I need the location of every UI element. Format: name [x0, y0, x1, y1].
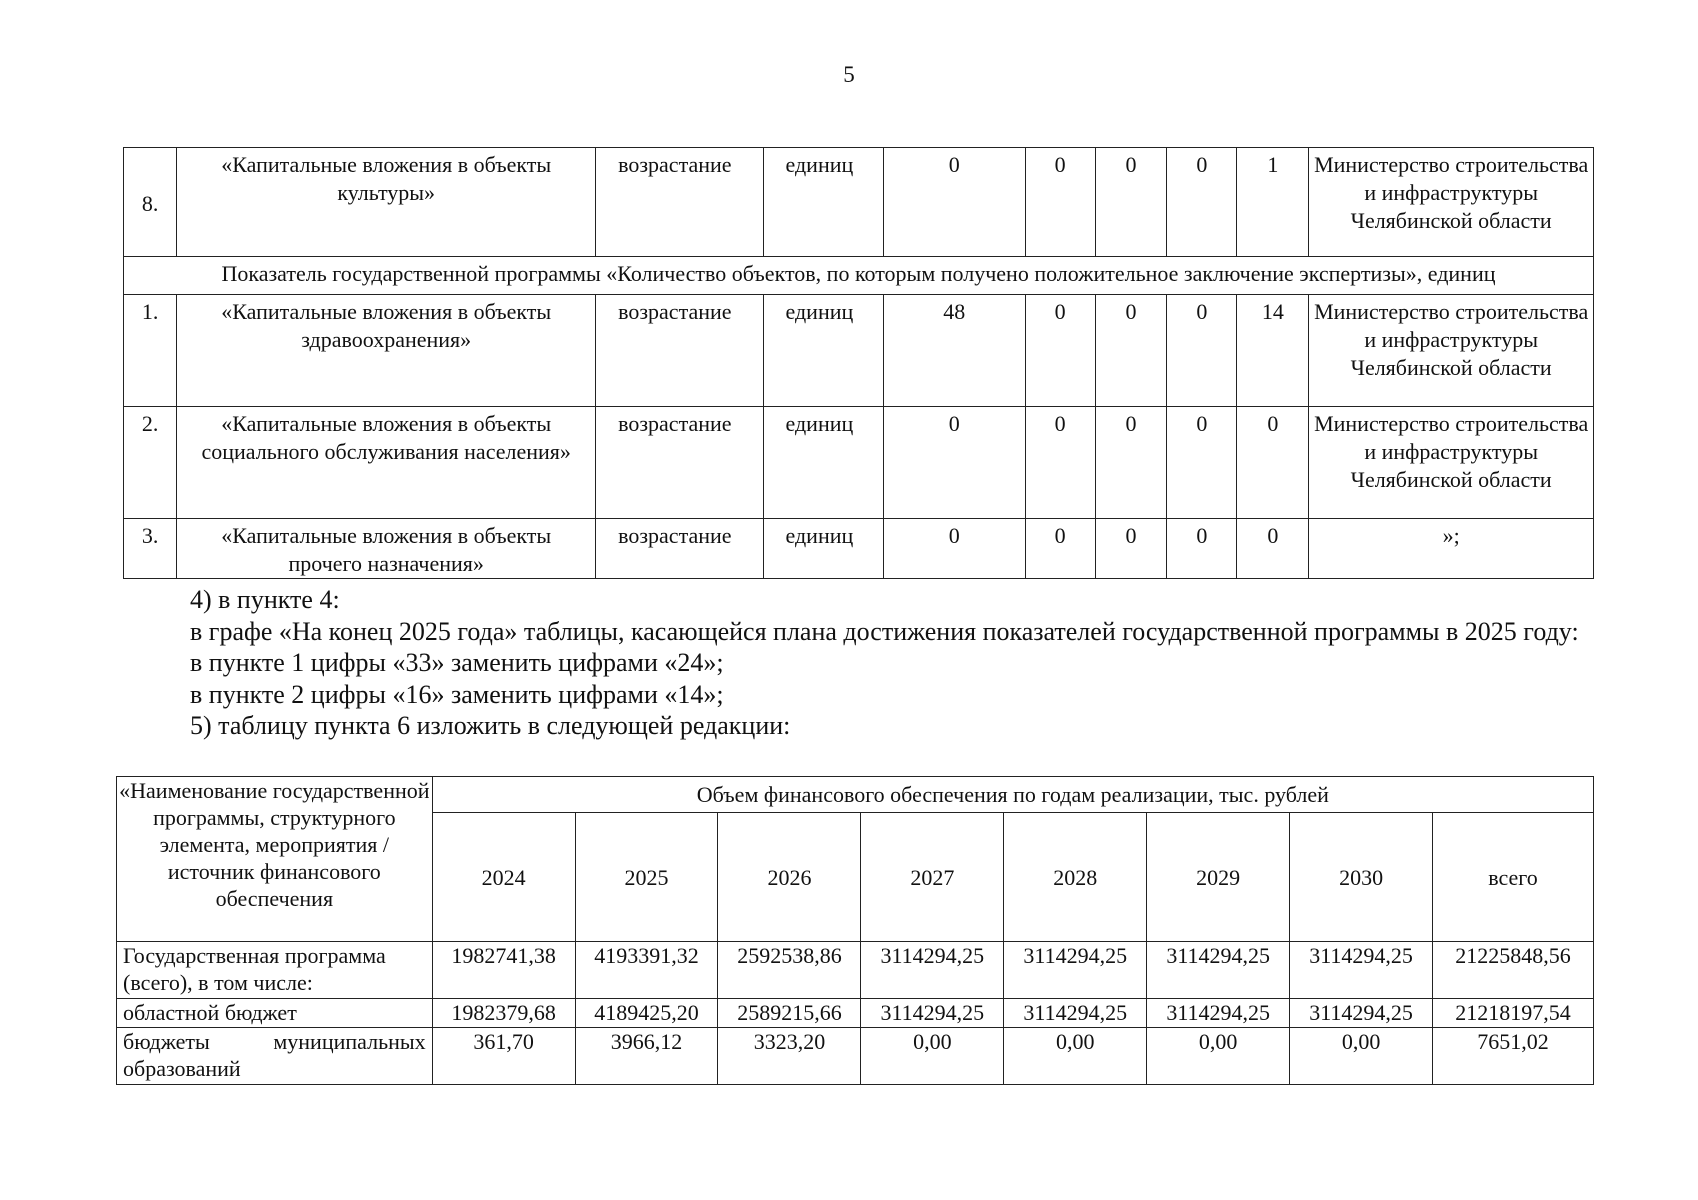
finance-total: 21218197,54 [1433, 999, 1594, 1028]
year-header: 2030 [1290, 813, 1433, 942]
finance-value: 4193391,32 [575, 942, 718, 999]
indicator-direction: возрастание [596, 148, 763, 257]
row-number: 2. [124, 407, 177, 519]
indicator-unit: единиц [763, 519, 883, 579]
finance-value: 361,70 [432, 1028, 575, 1085]
indicator-value: 0 [1167, 295, 1237, 407]
finance-row-label: областной бюджет [117, 999, 433, 1028]
responsible-ministry: Министерство строительства и инфраструктуры Челябинской области [1309, 295, 1594, 407]
finance-value: 1982741,38 [432, 942, 575, 999]
finance-value: 3966,12 [575, 1028, 718, 1085]
year-header: 2024 [432, 813, 575, 942]
finance-row-label-line: образований [123, 1056, 241, 1081]
year-header: 2027 [861, 813, 1004, 942]
indicator-value: 0 [1025, 407, 1095, 519]
indicator-row [124, 148, 1594, 257]
paragraph: в графе «На конец 2025 года» таблицы, касающейся плана достижения показателей государственной программы в 2025 году: [190, 616, 1579, 646]
indicator-row [124, 407, 1594, 519]
indicator-value: 0 [1025, 148, 1095, 257]
indicator-value: 0 [1167, 407, 1237, 519]
page-number: 5 [843, 62, 855, 87]
indicator-value: 0 [1025, 519, 1095, 579]
finance-row [117, 999, 1594, 1028]
row-number: 1. [124, 295, 177, 407]
finance-total: 21225848,56 [1433, 942, 1594, 999]
indicator-value: 0 [1167, 148, 1237, 257]
paragraph: в пункте 2 цифры «16» заменить цифрами «14»; [190, 679, 724, 709]
finance-value: 3114294,25 [1147, 999, 1290, 1028]
paragraph: в пункте 1 цифры «33» заменить цифрами «24»; [190, 648, 724, 677]
finance-value: 3114294,25 [861, 942, 1004, 999]
finance-value: 3114294,25 [1290, 999, 1433, 1028]
indicator-value: 1 [1237, 148, 1309, 257]
indicator-value: 0 [1095, 519, 1167, 579]
total-header: всего [1433, 813, 1594, 942]
finance-value: 2589215,66 [718, 999, 861, 1028]
year-header: 2029 [1147, 813, 1290, 942]
finance-value: 0,00 [861, 1028, 1004, 1085]
finance-value: 4189425,20 [575, 999, 718, 1028]
indicator-value: 0 [883, 148, 1025, 257]
indicator-unit: единиц [763, 295, 883, 407]
finance-value: 2592538,86 [718, 942, 861, 999]
finance-value: 3114294,25 [1004, 942, 1147, 999]
finance-row-label [117, 1028, 433, 1085]
indicator-name: «Капитальные вложения в объекты социального обслуживания населения» [177, 407, 596, 519]
finance-header-row [117, 777, 1594, 813]
indicator-value: 0 [1167, 519, 1237, 579]
year-header: 2028 [1004, 813, 1147, 942]
year-header: 2026 [718, 813, 861, 942]
indicator-value: 14 [1237, 295, 1309, 407]
section-header-row [124, 257, 1594, 295]
amendment-text [120, 584, 1594, 742]
indicator-direction: возрастание [596, 295, 763, 407]
indicator-value: 0 [883, 519, 1025, 579]
section-title: Показатель государственной программы «Количество объектов, по которым получено положительное заключение экспертизы», единиц [124, 257, 1594, 295]
finance-row-label: Государственная программа (всего), в том числе: [117, 942, 433, 999]
finance-value: 1982379,68 [432, 999, 575, 1028]
indicator-unit: единиц [763, 148, 883, 257]
finance-value: 0,00 [1147, 1028, 1290, 1085]
finance-row-label-line: бюджеты муниципальных [123, 1029, 426, 1054]
responsible-ministry: »; [1309, 519, 1594, 579]
finance-value: 3114294,25 [1290, 942, 1433, 999]
indicator-value: 0 [1095, 407, 1167, 519]
responsible-ministry: Министерство строительства и инфраструктуры Челябинской области [1309, 407, 1594, 519]
finance-value: 3323,20 [718, 1028, 861, 1085]
indicator-value: 0 [1237, 519, 1309, 579]
indicator-value: 0 [1095, 295, 1167, 407]
finance-row [117, 1028, 1594, 1085]
indicator-row [124, 519, 1594, 579]
finance-head-name: «Наименование государственной программы, структурного элемента, мероприятия / источник финансового обеспечения [117, 777, 433, 942]
indicator-value: 0 [1237, 407, 1309, 519]
finance-head-group: Объем финансового обеспечения по годам реализации, тыс. рублей [432, 777, 1593, 813]
indicator-row [124, 295, 1594, 407]
finance-value: 0,00 [1290, 1028, 1433, 1085]
indicator-name: «Капитальные вложения в объекты прочего назначения» [177, 519, 596, 579]
year-header: 2025 [575, 813, 718, 942]
finance-value: 3114294,25 [861, 999, 1004, 1028]
responsible-ministry: Министерство строительства и инфраструктуры Челябинской области [1309, 148, 1594, 257]
row-number: 8. [124, 148, 177, 257]
indicator-unit: единиц [763, 407, 883, 519]
finance-value: 0,00 [1004, 1028, 1147, 1085]
indicator-value: 0 [1095, 148, 1167, 257]
indicator-direction: возрастание [596, 407, 763, 519]
row-number: 3. [124, 519, 177, 579]
indicator-name: «Капитальные вложения в объекты здравоохранения» [177, 295, 596, 407]
paragraph: 5) таблицу пункта 6 изложить в следующей редакции: [190, 711, 791, 740]
indicator-name: «Капитальные вложения в объекты культуры» [177, 148, 596, 257]
indicator-value: 0 [1025, 295, 1095, 407]
indicator-value: 0 [883, 407, 1025, 519]
paragraph: 4) в пункте 4: [190, 585, 340, 614]
finance-row [117, 942, 1594, 999]
indicator-direction: возрастание [596, 519, 763, 579]
finance-table [116, 776, 1594, 1085]
indicators-table [123, 147, 1594, 579]
finance-total: 7651,02 [1433, 1028, 1594, 1085]
finance-value: 3114294,25 [1004, 999, 1147, 1028]
indicator-value: 48 [883, 295, 1025, 407]
finance-value: 3114294,25 [1147, 942, 1290, 999]
